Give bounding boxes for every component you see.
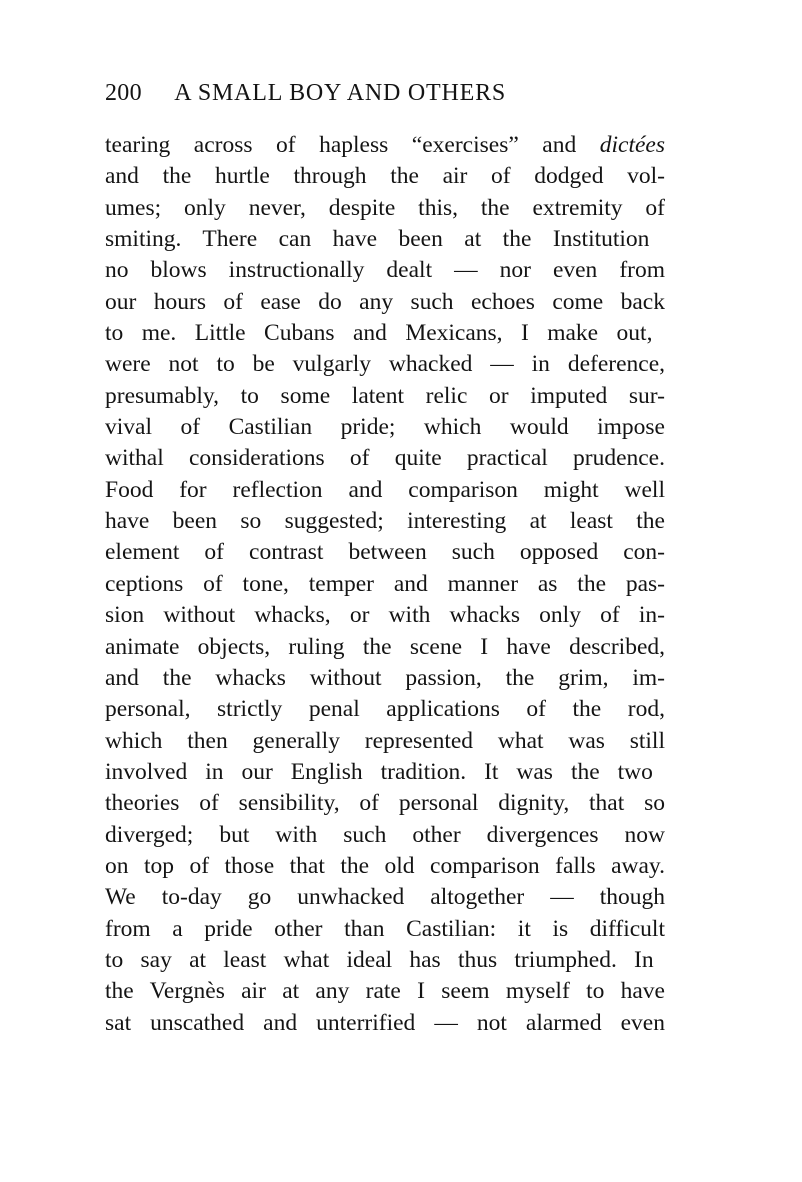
text-line: sat unscathed and unterrified — not alarmed even	[105, 1009, 665, 1036]
text-line: umes; only never, despite this, the extremity of	[105, 194, 666, 221]
text-line: the Vergnès air at any rate I seem myself to have	[105, 978, 665, 1005]
text-line: theories of sensibility, of personal dignity, that so	[105, 790, 665, 817]
text-line: presumably, to some latent relic or imputed sur-	[105, 382, 665, 409]
text-line: element of contrast between such opposed con-	[105, 539, 665, 566]
text-line: diverged; but with such other divergences now	[105, 821, 665, 848]
text-line: withal considerations of quite practical prudence.	[105, 445, 665, 472]
text-line: were not to be vulgarly whacked — in deference,	[105, 351, 665, 378]
text-line: vival of Castilian pride; which would impose	[105, 414, 665, 441]
text-line: animate objects, ruling the scene I have described,	[105, 633, 665, 660]
text-line: Food for reflection and comparison might well	[105, 476, 665, 503]
text-line: our hours of ease do any such echoes come back	[105, 288, 665, 315]
page-number: 200	[105, 80, 142, 106]
text-line: to say at least what ideal has thus triumphed. In	[105, 946, 654, 973]
text-line: sion without whacks, or with whacks only of in-	[105, 602, 665, 629]
text-line: and the whacks without passion, the grim, im-	[105, 664, 665, 691]
text-line: which then generally represented what was still	[105, 727, 665, 754]
running-header	[105, 80, 665, 116]
text-line: We to-day go unwhacked altogether — though	[105, 884, 665, 911]
text-line: personal, strictly penal applications of the rod,	[105, 696, 665, 723]
body-text	[105, 130, 665, 1039]
text-line: ceptions of tone, temper and manner as the pas-	[105, 570, 665, 597]
running-title: A SMALL BOY AND OTHERS	[174, 80, 507, 106]
text-line-segment: tearing across of hapless “exercises” and	[105, 132, 600, 158]
text-line: no blows instructionally dealt — nor even from	[105, 257, 666, 284]
text-line: on top of those that the old comparison falls away.	[105, 852, 666, 879]
text-line	[105, 130, 665, 161]
text-line-italic-segment: dictées	[599, 132, 665, 158]
text-line: and the hurtle through the air of dodged vol-	[105, 163, 665, 190]
text-line: to me. Little Cubans and Mexicans, I make out,	[105, 320, 653, 347]
text-line: involved in our English tradition. It was the two	[105, 758, 653, 785]
text-line: from a pride other than Castilian: it is difficult	[105, 915, 665, 942]
text-line: smiting. There can have been at the Institution	[105, 226, 650, 253]
text-line: have been so suggested; interesting at least the	[105, 508, 665, 535]
